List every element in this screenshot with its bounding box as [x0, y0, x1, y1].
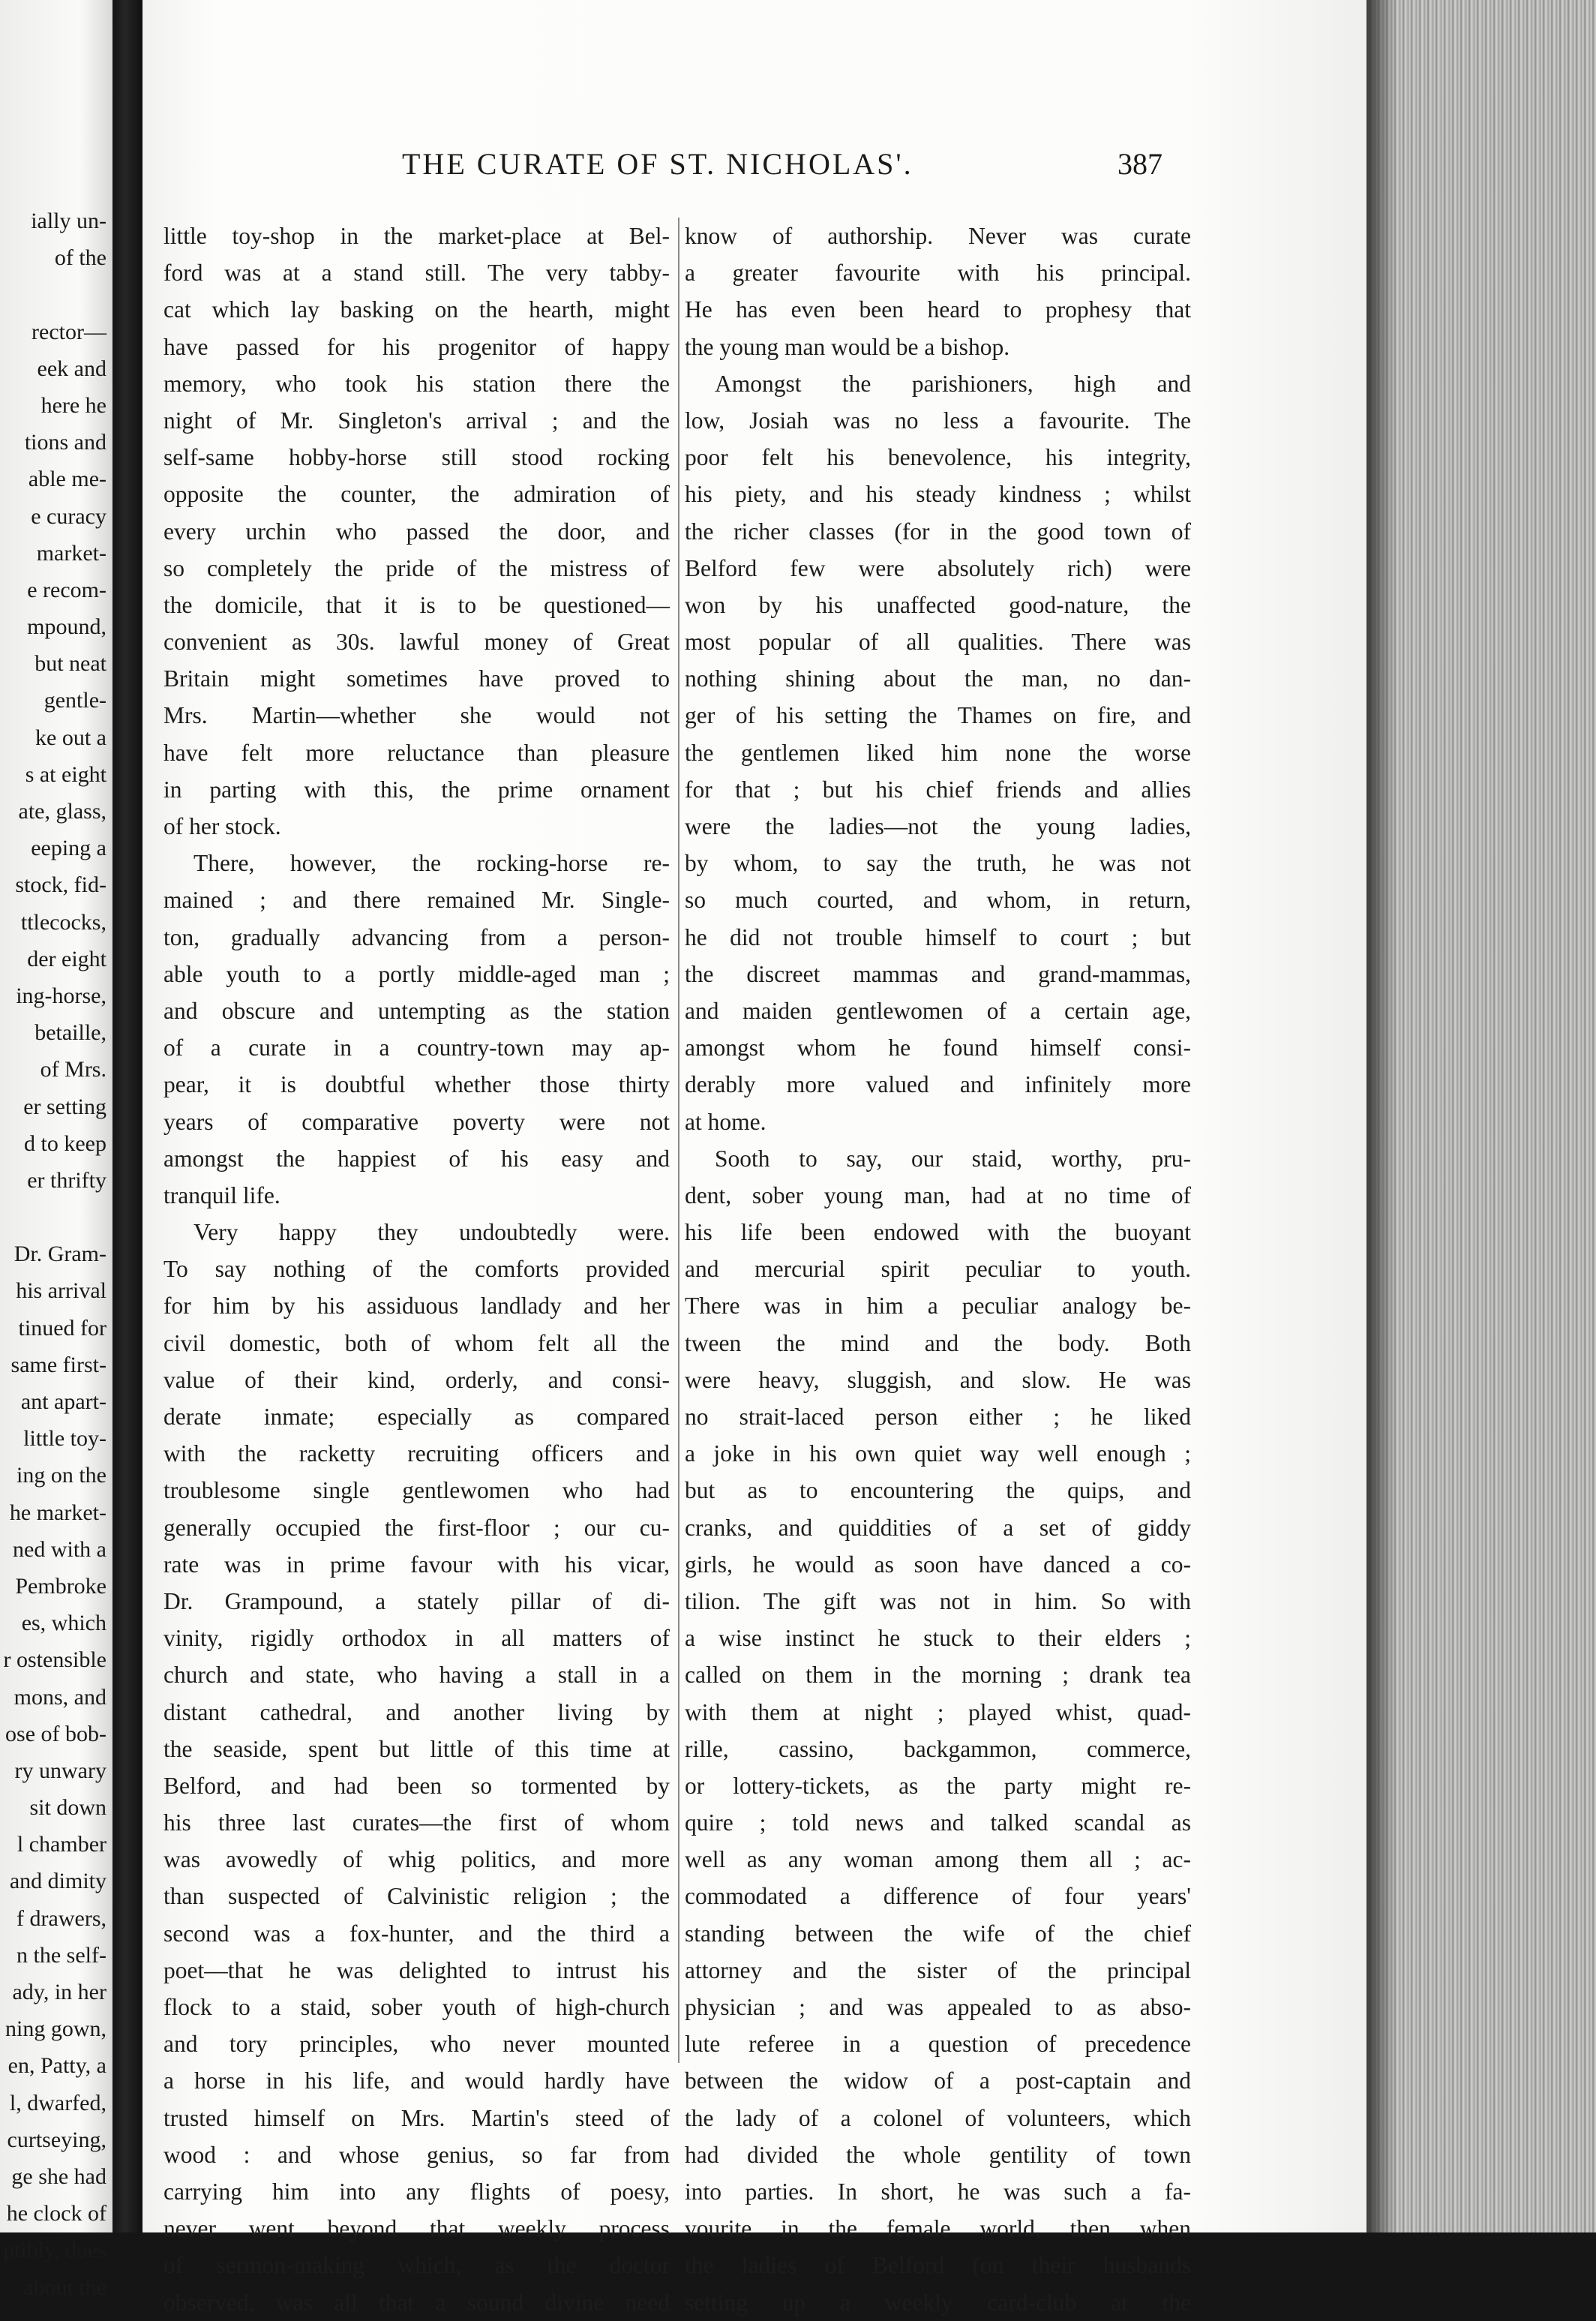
text-line: He has even been heard to prophesy that [685, 296, 1191, 323]
text-line: tranquil life. [164, 1182, 280, 1209]
facing-page-line: stock, fid- [15, 872, 106, 898]
text-line: nothing shining about the man, no dan- [685, 665, 1191, 692]
text-line: girls, he would as soon have danced a co- [685, 1551, 1191, 1578]
text-line: There, however, the rocking-horse re- [194, 850, 670, 877]
facing-page-line: es, which [21, 1611, 106, 1636]
column-divider [678, 218, 680, 2063]
text-line: the seaside, spent but little of this time at [164, 1735, 670, 1762]
text-line: night of Mr. Singleton's arrival ; and the [164, 407, 670, 434]
text-line: lute referee in a question of precedence [685, 2031, 1191, 2058]
facing-page-line: d to keep [24, 1130, 106, 1156]
text-line: To say nothing of the comforts provided [164, 1256, 670, 1283]
page-number: 387 [1118, 147, 1162, 181]
text-line: of sermon-making which, as the doctor [164, 2252, 670, 2279]
facing-page-line: ially un- [31, 209, 106, 233]
text-line: Britain might sometimes have proved to [164, 665, 670, 692]
text-line: setting up a weekly card-club at the [685, 2289, 1191, 2316]
facing-page-line: ing-horse, [16, 983, 106, 1008]
text-line: Belford few were absolutely rich) were [685, 554, 1191, 581]
book-gutter [112, 0, 142, 2232]
text-line: was avowedly of whig politics, and more [164, 1846, 670, 1873]
text-line: observed, was all that a sound divine need [164, 2289, 670, 2316]
text-line: amongst the happiest of his easy and [164, 1145, 670, 1172]
text-line: distant cathedral, and another living by [164, 1698, 670, 1725]
facing-page-line: en, Patty, a [8, 2053, 106, 2079]
text-line: derably more valued and infinitely more [685, 1071, 1191, 1098]
text-line: had divided the whole gentility of town [685, 2141, 1191, 2168]
facing-page-line: e recom- [27, 577, 106, 602]
text-line: by whom, to say the truth, he was not [685, 850, 1191, 877]
text-line: a joke in his own quiet way well enough ; [685, 1440, 1191, 1467]
text-line: the gentlemen liked him none the worse [685, 739, 1191, 766]
facing-page-line: ning gown, [5, 2016, 106, 2042]
running-head: THE CURATE OF ST. NICHOLAS'. [402, 147, 914, 181]
text-line: in parting with this, the prime ornament [164, 776, 670, 803]
text-line: know of authorship. Never was curate [685, 223, 1191, 249]
facing-page-line [3, 276, 106, 313]
facing-page-line: der eight [27, 946, 106, 971]
text-line: commodated a difference of four years' [685, 1883, 1191, 1910]
text-line: his life been endowed with the buoyant [685, 1219, 1191, 1246]
text-line: church and state, who having a stall in a [164, 1662, 670, 1689]
text-line: Sooth to say, our staid, worthy, pru- [715, 1145, 1191, 1172]
facing-page-line: same first- [10, 1352, 106, 1377]
text-line: Dr. Grampound, a stately pillar of di- [164, 1587, 670, 1614]
text-line: years of comparative poverty were not [164, 1108, 670, 1135]
text-line: no strait-laced person either ; he liked [685, 1404, 1191, 1430]
text-line: well as any woman among them all ; ac- [685, 1846, 1191, 1873]
facing-page-line: his arrival [16, 1278, 106, 1304]
text-line: were the ladies—not the young ladies, [685, 813, 1191, 839]
text-line: the lady of a colonel of volunteers, which [685, 2104, 1191, 2131]
facing-page-line: ant apart- [20, 1389, 106, 1414]
text-line: his three last curates—the first of whom [164, 1809, 670, 1836]
text-line: value of their kind, orderly, and consi- [164, 1366, 670, 1393]
facing-page-line: little toy- [23, 1426, 106, 1452]
text-line: Mrs. Martin—whether she would not [164, 702, 670, 729]
text-line: vourite in the female world, then when [685, 2215, 1191, 2242]
text-line: able youth to a portly middle-aged man ; [164, 960, 670, 987]
text-line: cat which lay basking on the hearth, might [164, 296, 670, 323]
text-line: ford was at a stand still. The very tabby- [164, 260, 670, 287]
facing-page-line: ing on the [16, 1463, 106, 1488]
text-line: self-same hobby-horse still stood rocking [164, 444, 670, 471]
text-line: for that ; but his chief friends and allies [685, 776, 1191, 803]
text-line: attorney and the sister of the principal [685, 1956, 1191, 1983]
text-line: memory, who took his station there the [164, 370, 670, 397]
text-line: and maiden gentlewomen of a certain age, [685, 997, 1191, 1024]
text-line: pear, it is doubtful whether those thirty [164, 1071, 670, 1098]
text-line: never went beyond that weekly process [164, 2215, 670, 2242]
text-line: trusted himself on Mrs. Martin's steed of [164, 2104, 670, 2131]
facing-page-line: curtseying, [7, 2127, 106, 2152]
text-line: dent, sober young man, had at no time of [685, 1182, 1191, 1209]
facing-page-line: sit down [29, 1795, 106, 1821]
text-line: or lottery-tickets, as the party might re- [685, 1772, 1191, 1799]
facing-page-line: eek and [37, 356, 106, 381]
facing-page-line: gentle- [44, 688, 106, 713]
text-line: Amongst the parishioners, high and [715, 370, 1191, 397]
facing-page-line: ttlecocks, [20, 909, 106, 935]
facing-page-line: ke out a [35, 725, 106, 750]
text-line: and tory principles, who never mounted [164, 2031, 670, 2058]
text-line: into parties. In short, he was such a fa- [685, 2178, 1191, 2205]
text-line: troublesome single gentlewomen who had [164, 1477, 670, 1504]
facing-page-line: and dimity [9, 1869, 106, 1894]
text-line: There was in him a peculiar analogy be- [685, 1293, 1191, 1320]
facing-page-line: ose of bob- [5, 1721, 106, 1746]
text-line: poor felt his benevolence, his integrity, [685, 444, 1191, 471]
facing-page-line: of Mrs. [40, 1057, 106, 1082]
text-line: vinity, rigidly orthodox in all matters of [164, 1625, 670, 1652]
facing-page-line: l chamber [16, 1832, 106, 1857]
text-line: ger of his setting the Thames on fire, and [685, 702, 1191, 729]
text-line: tilion. The gift was not in him. So with [685, 1587, 1191, 1614]
facing-page-line: eeping a [31, 836, 106, 861]
text-line: won by his unaffected good-nature, the [685, 591, 1191, 618]
facing-page-line: ry unwary [14, 1758, 106, 1783]
text-line: were heavy, sluggish, and slow. He was [685, 1366, 1191, 1393]
facing-page-line: er setting [23, 1094, 106, 1119]
text-line: derate inmate; especially as compared [164, 1404, 670, 1430]
text-line: generally occupied the first-floor ; our cu- [164, 1514, 670, 1541]
facing-page-line: of the [54, 245, 106, 271]
text-line: Belford, and had been so tormented by [164, 1772, 670, 1799]
facing-page-line: he clock of [6, 2201, 106, 2226]
facing-page-line: ned with a [13, 1536, 106, 1562]
facing-page-line: tinued for [18, 1315, 106, 1341]
facing-page-line: l, dwarfed, [9, 2090, 106, 2115]
text-line: amongst whom he found himself consi- [685, 1034, 1191, 1061]
facing-page-line: s at eight [25, 761, 106, 787]
text-line: the young man would be a bishop. [685, 333, 1010, 360]
facing-page-line: betaille, [34, 1020, 106, 1046]
text-line: carrying him into any flights of poesy, [164, 2178, 670, 2205]
text-line: convenient as 30s. lawful money of Great [164, 629, 670, 656]
text-line: cranks, and quiddities of a set of giddy [685, 1514, 1191, 1541]
text-line: physician ; and was appealed to as abso- [685, 1994, 1191, 2020]
text-line: most popular of all qualities. There was [685, 629, 1191, 656]
facing-page-line: e curacy [31, 503, 106, 529]
facing-page-line: market- [36, 540, 106, 566]
facing-page-text [3, 203, 106, 2306]
facing-page-fragment [0, 0, 112, 2300]
text-line: the ladies of Belford (on their husbands [685, 2252, 1191, 2279]
facing-page-line: ptibly, does [2, 2238, 106, 2263]
text-line: and obscure and untempting as the station [164, 997, 670, 1024]
text-line: quire ; told news and talked scandal as [685, 1809, 1191, 1836]
text-line: than suspected of Calvinistic religion ; the [164, 1883, 670, 1910]
text-column-left [164, 218, 670, 2321]
text-line: ton, gradually advancing from a person- [164, 923, 670, 950]
text-line: a greater favourite with his principal. [685, 260, 1191, 287]
text-line: so completely the pride of the mistress of [164, 554, 670, 581]
text-line: have passed for his progenitor of happy [164, 333, 670, 360]
text-line: of her stock. [164, 813, 281, 839]
facing-page-line: rector— [32, 319, 106, 344]
facing-page-line: able me- [28, 467, 106, 492]
facing-page-line: he market- [9, 1500, 106, 1525]
text-line: with the racketty recruiting officers and [164, 1440, 670, 1467]
text-line: and mercurial spirit peculiar to youth. [685, 1256, 1191, 1283]
text-line: of a curate in a country-town may ap- [164, 1034, 670, 1061]
text-line: Very happy they undoubtedly were. [194, 1219, 670, 1246]
text-line: his piety, and his steady kindness ; whilst [685, 481, 1191, 508]
text-line: the domicile, that it is to be questioned— [164, 591, 670, 618]
text-line: wood : and whose genius, so far from [164, 2141, 670, 2168]
text-line: every urchin who passed the door, and [164, 518, 670, 545]
facing-page-line: here he [40, 392, 106, 418]
text-line: have felt more reluctance than pleasure [164, 739, 670, 766]
facing-page-line: ge she had [11, 2163, 106, 2189]
facing-page-line: r ostensible [3, 1647, 106, 1673]
text-line: poet—that he was delighted to intrust his [164, 1956, 670, 1983]
text-line: for him by his assiduous landlady and her [164, 1293, 670, 1320]
facing-page-line: Pembroke [15, 1573, 106, 1599]
facing-page-line: f drawers, [16, 1905, 106, 1931]
facing-page-line: about the [23, 2274, 106, 2300]
text-line: second was a fox-hunter, and the third a [164, 1920, 670, 1947]
facing-page-line: mons, and [14, 1684, 106, 1710]
text-line: rille, cassino, backgammon, commerce, [685, 1735, 1191, 1762]
text-line: the richer classes (for in the good town of [685, 518, 1191, 545]
text-line: at home. [685, 1108, 766, 1135]
text-line: with them at night ; played whist, quad- [685, 1698, 1191, 1725]
text-column-right [685, 218, 1191, 2321]
text-line: so much courted, and whom, in return, [685, 887, 1191, 914]
text-line: little toy-shop in the market-place at Bel- [164, 223, 670, 249]
text-line: rate was in prime favour with his vicar, [164, 1551, 670, 1578]
text-line: a horse in his life, and would hardly have [164, 2067, 670, 2094]
text-line: but as to encountering the quips, and [685, 1477, 1191, 1504]
facing-page-line: ady, in her [12, 1980, 106, 2004]
text-line: a wise instinct he stuck to their elders ; [685, 1625, 1191, 1652]
facing-page-line [3, 1199, 106, 1236]
facing-page-line: tions and [24, 430, 106, 455]
facing-page-line: but neat [34, 651, 106, 677]
page-edges [1366, 0, 1596, 2232]
text-line: tween the mind and the body. Both [685, 1329, 1191, 1356]
text-line: mained ; and there remained Mr. Single- [164, 887, 670, 914]
text-line: civil domestic, both of whom felt all the [164, 1329, 670, 1356]
text-line: low, Josiah was no less a favourite. The [685, 407, 1191, 434]
text-line: he did not trouble himself to court ; but [685, 923, 1191, 950]
facing-page-line: n the self- [16, 1942, 106, 1968]
facing-page-line: mpound, [27, 614, 106, 640]
text-line: flock to a staid, sober youth of high-church [164, 1994, 670, 2020]
facing-page-line: ate, glass, [18, 799, 106, 824]
text-line: standing between the wife of the chief [685, 1920, 1191, 1947]
text-line: called on them in the morning ; drank tea [685, 1662, 1191, 1689]
text-line: between the widow of a post-captain and [685, 2067, 1191, 2094]
facing-page-line: Dr. Gram- [14, 1242, 106, 1267]
text-line: opposite the counter, the admiration of [164, 481, 670, 508]
text-line: the discreet mammas and grand-mammas, [685, 960, 1191, 987]
facing-page-line: er thrifty [27, 1167, 106, 1193]
